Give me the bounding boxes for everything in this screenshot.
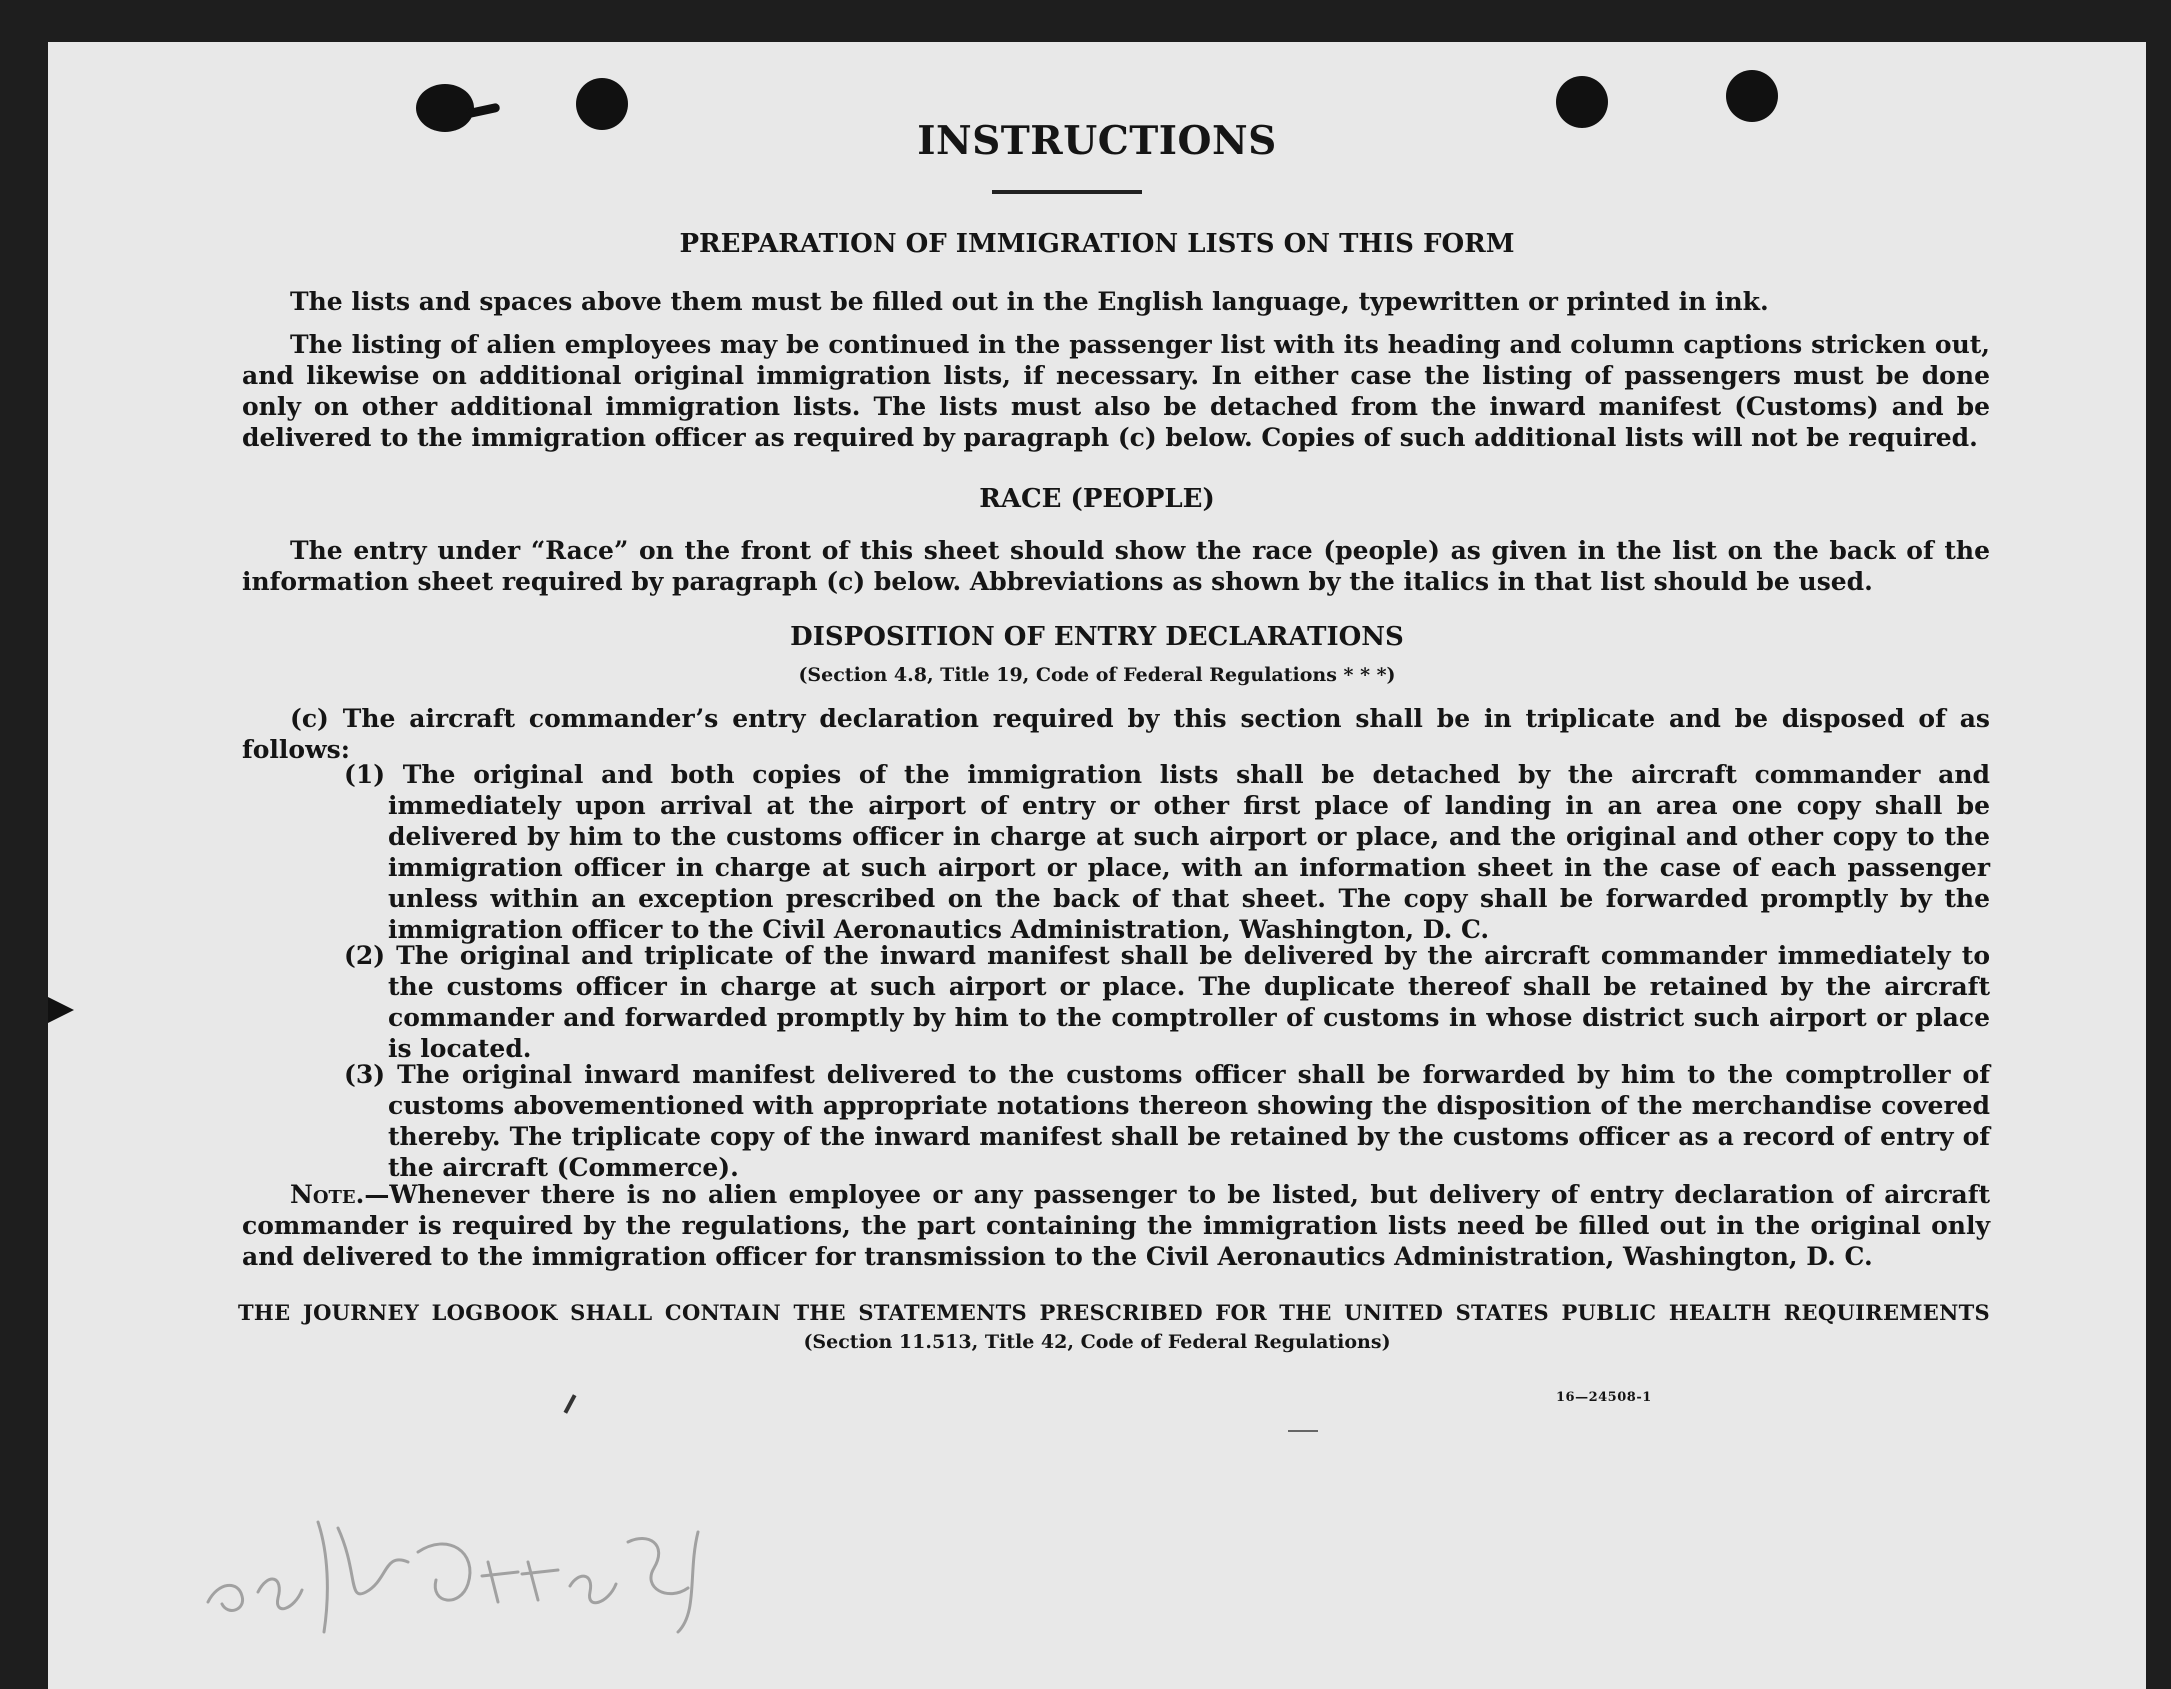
section-citation: (Section 4.8, Title 19, Code of Federal Regulations * * *)	[798, 664, 1396, 686]
punch-hole	[1726, 70, 1778, 122]
page-title: INSTRUCTIONS	[917, 118, 1277, 164]
list-item: (3) The original inward manifest delivered to the customs officer shall be forwarded by him to the comptroller of customs abovementioned with appropriate notations thereon showing the disposition of the merchandise covered thereby. The triplicate copy of the inward manifest shall be retained by the customs officer as a record of entry of the aircraft (Commerce).	[344, 1060, 1990, 1182]
pen-mark	[564, 1394, 577, 1414]
paragraph-entry-declaration: (c) The aircraft commander’s entry declaration required by this section shall be in triplicate and be disposed of as follows:	[242, 704, 1990, 764]
section-heading-race: RACE (PEOPLE)	[979, 484, 1215, 514]
paragraph-alien-employees: The listing of alien employees may be continued in the passenger list with its heading and column captions stricken out, and likewise on additional original immigration lists, if necessary. In either case the listing of passengers must be done only on other additional immigration lists. The lists must also be detached from the inward manifest (Customs) and be delivered to the immigration officer as required by paragraph (c) below. Copies of such additional lists will not be required.	[242, 330, 1990, 452]
title-rule	[992, 190, 1142, 194]
note-label: Note.	[290, 1180, 365, 1209]
document-sheet	[48, 42, 2146, 1689]
form-number: 16—24508-1	[1556, 1390, 1652, 1405]
section-heading-preparation: PREPARATION OF IMMIGRATION LISTS ON THIS FORM	[679, 229, 1515, 259]
margin-notch	[48, 997, 74, 1023]
paragraph-language: The lists and spaces above them must be filled out in the English language, typewritten or printed in ink.	[290, 287, 1769, 316]
public-health-citation: (Section 11.513, Title 42, Code of Federal Regulations)	[803, 1331, 1391, 1353]
list-item: (2) The original and triplicate of the inward manifest shall be delivered by the aircraft commander immediately to the customs officer in charge at such airport or place. The duplicate thereof shall be retained by the aircraft commander and forwarded promptly by him to the comptroller of customs in whose district such airport or place is located.	[344, 941, 1990, 1063]
section-heading-disposition: DISPOSITION OF ENTRY DECLARATIONS	[790, 622, 1404, 652]
note-text: —Whenever there is no alien employee or any passenger to be listed, but delivery of entry declaration of aircraft commander is required by the regulations, the part containing the immigration lists need be filled out in the original only and delivered to the immigration officer for transmission to the Civil Aeronautics Administration, Washington, D. C.	[242, 1180, 1990, 1271]
note-paragraph	[242, 1179, 1990, 1272]
handwritten-signature	[198, 1492, 718, 1642]
paragraph-race: The entry under “Race” on the front of this sheet should show the race (people) as given in the list on the back of the information sheet required by paragraph (c) below. Abbreviations as shown by the italics in that list should be used.	[242, 536, 1990, 596]
list-item: (1) The original and both copies of the immigration lists shall be detached by the aircraft commander and immediately upon arrival at the airport of entry or other first place of landing in an area one copy shall be delivered by him to the customs officer in charge at such airport or place, and the original and other copy to the immigration officer in charge at such airport or place, with an information sheet in the case of each passenger unless within an exception prescribed on the back of that sheet. The copy shall be forwarded promptly by the immigration officer to the Civil Aeronautics Administration, Washington, D. C.	[344, 760, 1990, 944]
pen-mark	[1288, 1430, 1318, 1432]
public-health-statement: THE JOURNEY LOGBOOK SHALL CONTAIN THE STATEMENTS PRESCRIBED FOR THE UNITED STATES PUBLIC HEALTH REQUIREMENTS	[238, 1300, 1990, 1325]
